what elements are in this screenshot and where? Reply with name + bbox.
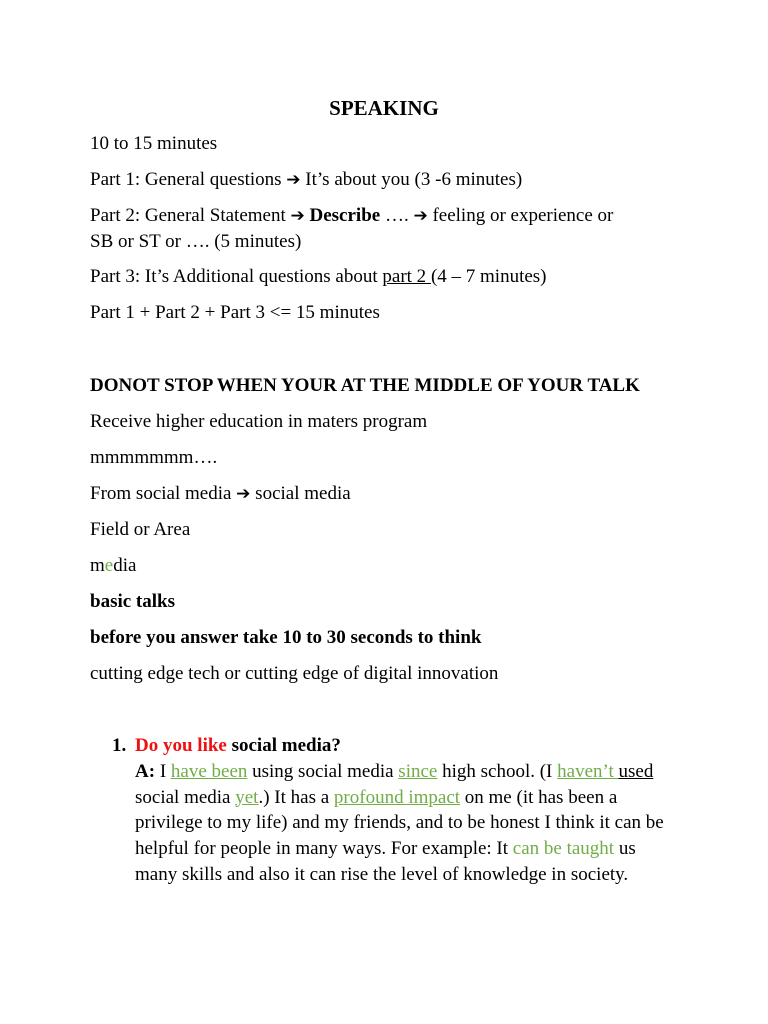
warning-heading: DONOT STOP WHEN YOUR AT THE MIDDLE OF YOUR TALK bbox=[90, 375, 640, 396]
document-title: SPEAKING bbox=[329, 96, 439, 120]
note-line bbox=[90, 553, 690, 579]
part2-line-2: SB or ST or …. (5 minutes) bbox=[90, 231, 302, 252]
question-block bbox=[135, 733, 680, 888]
highlight-phrase: have been bbox=[170, 760, 248, 782]
note-text: m bbox=[90, 555, 105, 576]
answer-text: high school. (I bbox=[437, 760, 558, 782]
note-line: cutting edge tech or cutting edge of digital innovation bbox=[90, 663, 499, 684]
part3-text-2: (4 – 7 minutes) bbox=[430, 266, 547, 287]
part3-line bbox=[90, 264, 690, 290]
part2-text: Part 2: General Statement bbox=[90, 205, 291, 226]
note-text-2: social media bbox=[250, 483, 351, 504]
note-line: Receive higher education in maters program bbox=[90, 411, 428, 432]
question-number: 1. bbox=[112, 735, 127, 756]
part2-line bbox=[90, 203, 690, 229]
right-arrow-icon: ➔ bbox=[413, 206, 428, 226]
question-red-text: Do you like bbox=[135, 735, 227, 756]
answer-paragraph bbox=[135, 759, 680, 888]
answer-text: us many skills and also it can rise the level of knowledge in society. bbox=[135, 838, 636, 885]
answer-text: on me (it has been a privilege to my life) and my friends, and to be honest I think it can be helpful for people in many ways. For example: It bbox=[135, 786, 664, 860]
sum-line: Part 1 + Part 2 + Part 3 <= 15 minutes bbox=[90, 302, 380, 323]
part2-underlined: part 2 bbox=[382, 266, 431, 287]
answer-text: using social media bbox=[247, 760, 399, 782]
highlight-letter: e bbox=[104, 555, 114, 576]
note-line: Field or Area bbox=[90, 519, 191, 540]
part1-text: Part 1: General questions bbox=[90, 169, 287, 190]
highlight-phrase: yet bbox=[235, 786, 259, 808]
note-text: From social media bbox=[90, 483, 237, 504]
answer-text: .) It has a bbox=[258, 786, 334, 808]
note-line bbox=[90, 481, 690, 507]
answer-label: A: bbox=[135, 760, 156, 782]
describe-word: Describe bbox=[309, 205, 381, 226]
right-arrow-icon: ➔ bbox=[290, 206, 305, 226]
underlined-word: used bbox=[618, 760, 654, 782]
part2-ellipsis: …. bbox=[380, 205, 414, 226]
highlight-phrase: haven’t bbox=[557, 760, 619, 782]
question-line bbox=[135, 733, 680, 759]
note-line-bold: basic talks bbox=[90, 591, 175, 612]
highlight-phrase: since bbox=[398, 760, 438, 782]
duration-line: 10 to 15 minutes bbox=[90, 133, 218, 154]
highlight-phrase: profound impact bbox=[333, 786, 461, 808]
highlight-phrase: can be taught bbox=[512, 838, 615, 860]
question-text: social media? bbox=[226, 735, 341, 756]
answer-text: social media bbox=[135, 786, 236, 808]
note-line-bold: before you answer take 10 to 30 seconds to think bbox=[90, 627, 482, 648]
note-line: mmmmmmm…. bbox=[90, 447, 218, 468]
part2-text-2: feeling or experience or bbox=[427, 205, 614, 226]
answer-text: I bbox=[155, 760, 171, 782]
part1-text-2: It’s about you (3 -6 minutes) bbox=[300, 169, 523, 190]
part1-line bbox=[90, 167, 690, 193]
note-text-2: dia bbox=[113, 555, 137, 576]
right-arrow-icon: ➔ bbox=[236, 484, 251, 504]
right-arrow-icon: ➔ bbox=[286, 170, 301, 190]
part3-text: Part 3: It’s Additional questions about bbox=[90, 266, 383, 287]
